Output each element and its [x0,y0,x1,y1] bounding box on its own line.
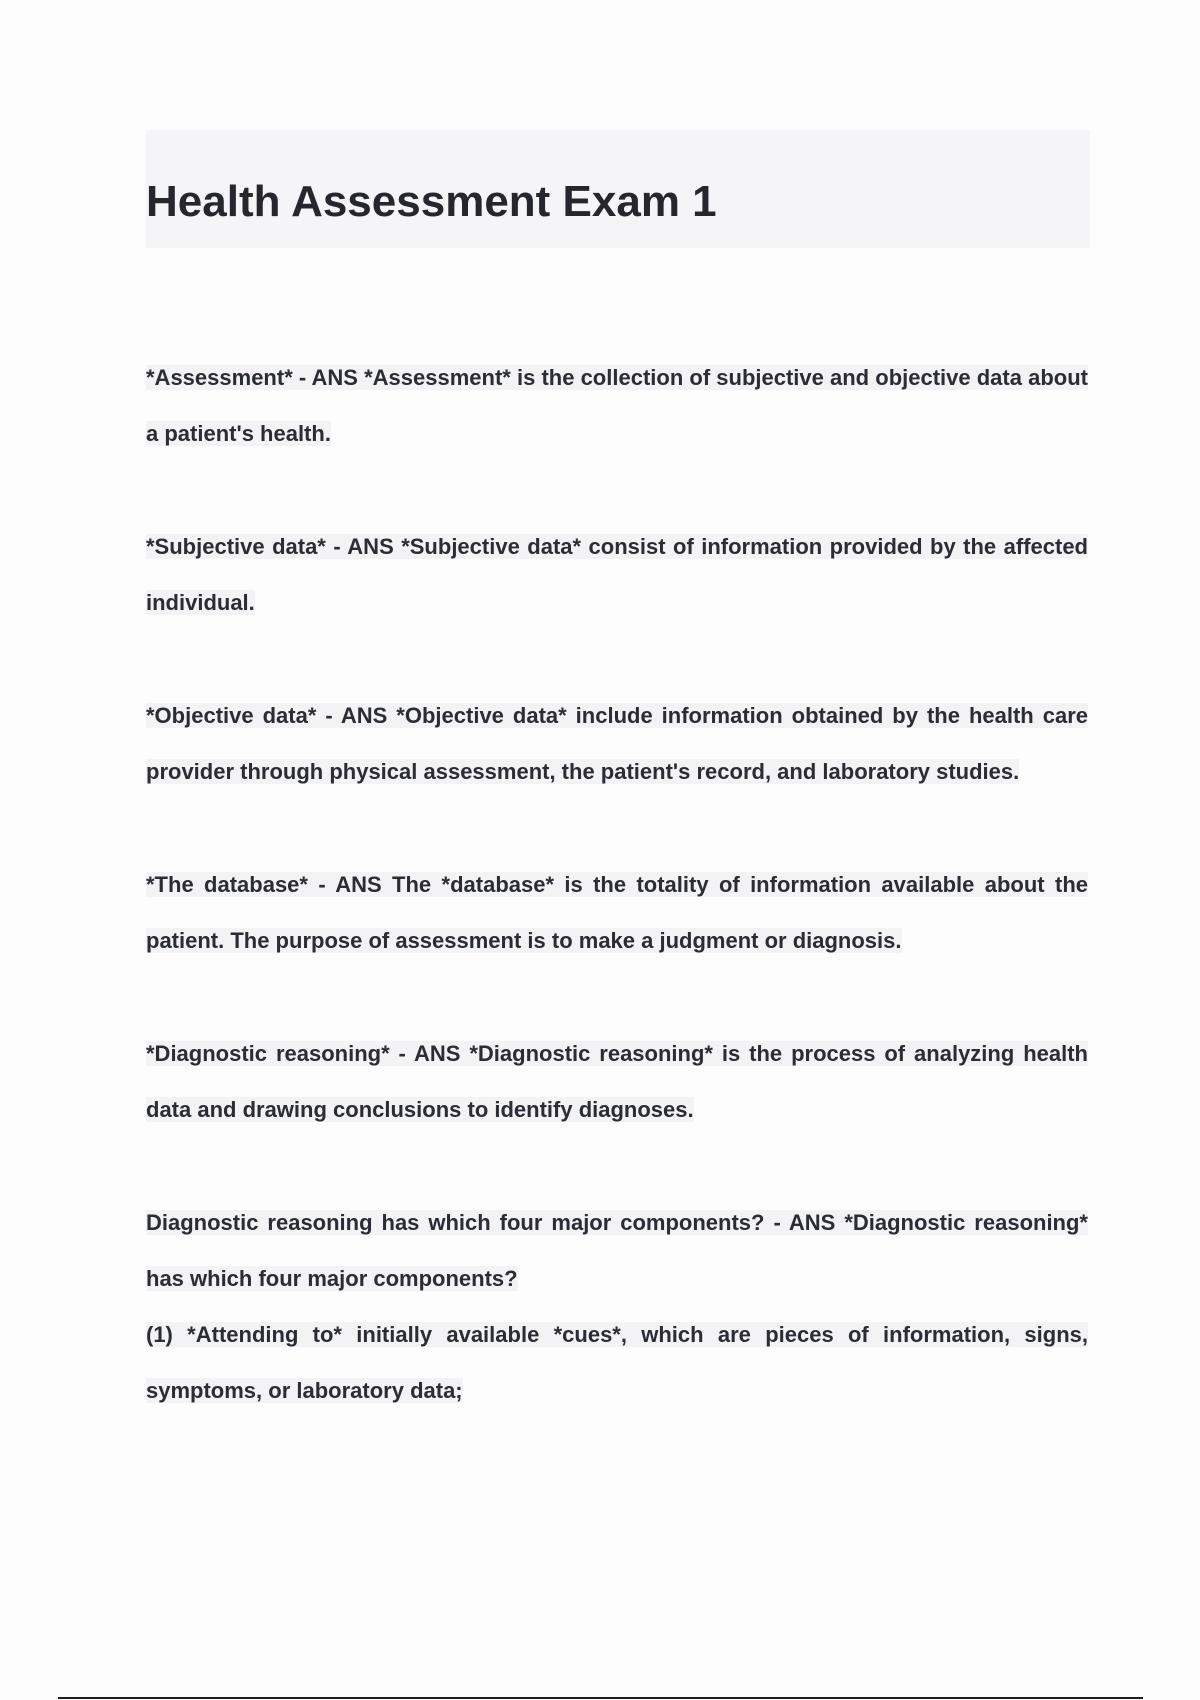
entry-text-span: *The database* - ANS The *database* is the totality of information available about the patient. The purpose of assessment is to make a judgment or diagnosis. [146,872,1088,953]
title-banner [146,130,1090,248]
entry-text [146,1026,1088,1138]
page-bottom-divider [58,1697,1143,1699]
qa-entry-four-components [146,1195,1088,1419]
entry-text [146,519,1088,631]
entry-text-span: *Subjective data* - ANS *Subjective data* consist of information provided by the affected individual. [146,534,1088,615]
qa-entry-database [146,857,1088,969]
qa-entry-subjective-data [146,519,1088,631]
entry-text-span: *Assessment* - ANS *Assessment* is the collection of subjective and objective data about a patient's health. [146,365,1088,446]
entry-text [146,1195,1088,1307]
qa-entry-diagnostic-reasoning [146,1026,1088,1138]
entry-text-span: *Diagnostic reasoning* - ANS *Diagnostic reasoning* is the process of analyzing health data and drawing conclusions to identify diagnoses. [146,1041,1088,1122]
entry-text-span: (1) *Attending to* initially available *cues*, which are pieces of information, signs, symptoms, or laboratory data; [146,1322,1088,1403]
component-item-1 [146,1307,1088,1419]
page-title: Health Assessment Exam 1 [146,177,717,226]
entry-text-span: *Objective data* - ANS *Objective data* include information obtained by the health care provider through physical assessment, the patient's record, and laboratory studies. [146,703,1088,784]
entry-text-span: Diagnostic reasoning has which four major components? - ANS *Diagnostic reasoning* has which four major components? [146,1210,1088,1291]
entry-text [146,688,1088,800]
qa-entry-objective-data [146,688,1088,800]
entry-text [146,350,1088,462]
document-body [146,350,1088,1419]
qa-entry-assessment [146,350,1088,462]
entry-text [146,857,1088,969]
